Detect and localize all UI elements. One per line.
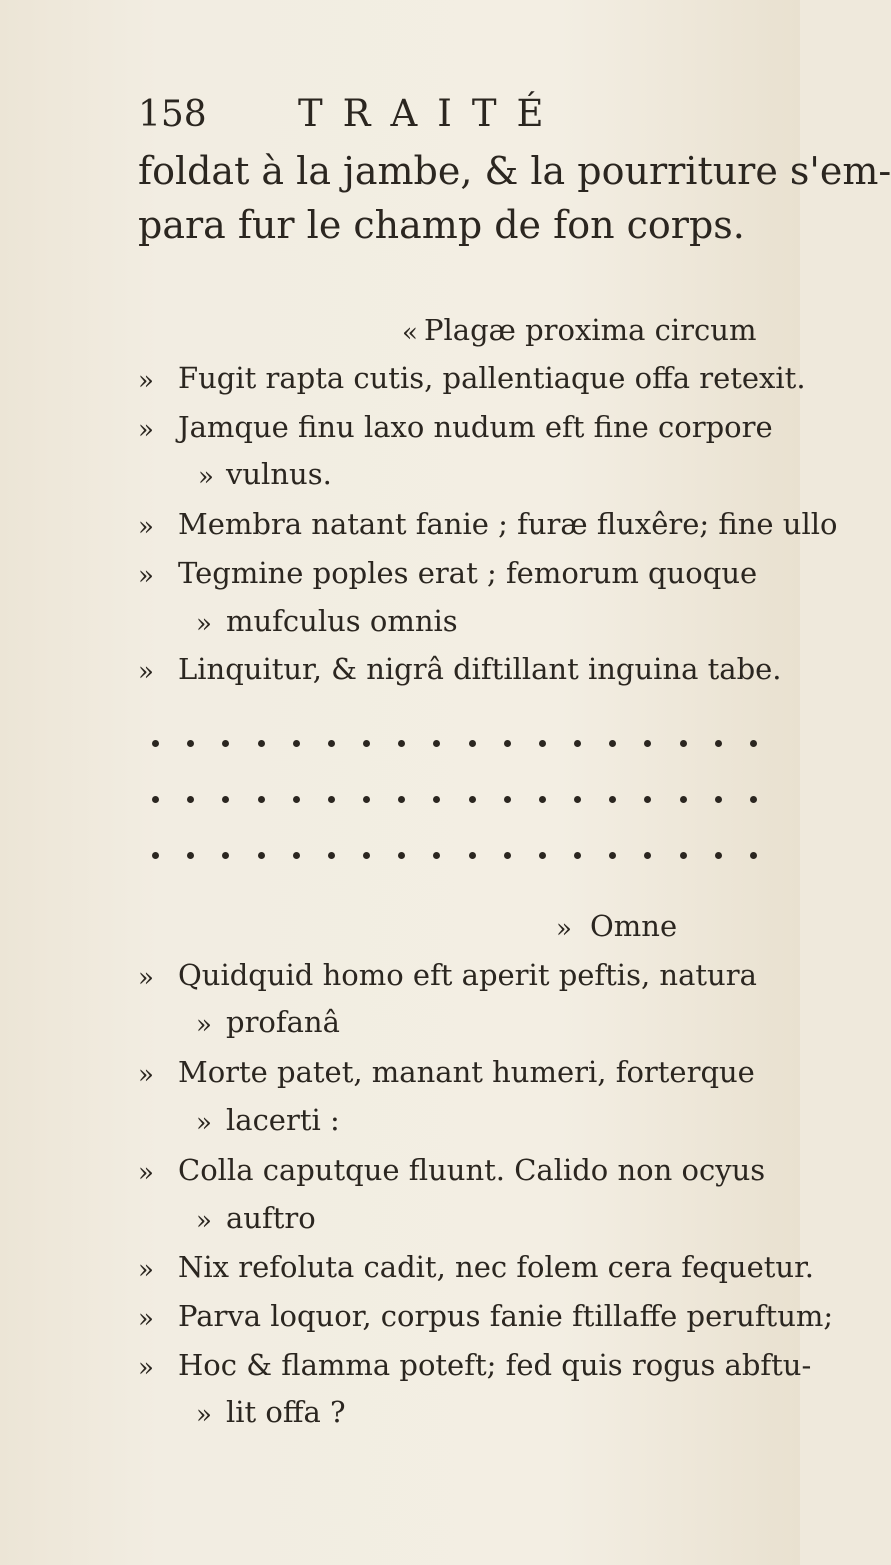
verse-line: auftro [226, 1201, 316, 1235]
verse-line: lacerti : [226, 1103, 340, 1137]
verse-line: Hoc & flamma poteft; fed quis rogus abftu- [178, 1348, 812, 1382]
verse-line: Nix refoluta cadit, nec folem cera fequetur. [178, 1250, 814, 1284]
page-number: 158 [138, 94, 207, 135]
prose-line: para fur le champ de fon corps. [138, 203, 745, 247]
verse-line: Plagæ proxima circum [424, 313, 757, 347]
quote-mark: » [196, 609, 212, 639]
quote-mark: » [138, 366, 154, 396]
quote-mark: » [138, 415, 154, 445]
quote-mark: » [138, 1255, 154, 1285]
quote-mark: » [138, 1304, 154, 1334]
quote-mark: » [138, 1353, 154, 1383]
page-header [138, 92, 564, 135]
verse-line: Parva loquor, corpus fanie ftillaffe peruftum; [178, 1299, 834, 1333]
ellipsis-row [152, 796, 757, 803]
ellipsis-row [152, 852, 757, 859]
quote-mark: » [138, 963, 154, 993]
quote-mark: » [198, 462, 214, 492]
verse-line: Fugit rapta cutis, pallentiaque offa retexit. [178, 361, 806, 395]
verse-line: Omne [590, 909, 678, 943]
quote-mark: » [196, 1400, 212, 1430]
quote-mark: » [138, 1060, 154, 1090]
quote-mark: » [196, 1206, 212, 1236]
verse-line: Jamque finu laxo nudum eft fine corpore [178, 410, 773, 444]
quote-mark: « [402, 318, 418, 348]
verse-line: vulnus. [226, 457, 332, 491]
quote-mark: » [138, 561, 154, 591]
prose-line: foldat à la jambe, & la pourriture s'em- [138, 149, 891, 193]
verse-line: Linquitur, & nigrâ diftillant inguina tabe. [178, 652, 782, 686]
verse-line: Quidquid homo eft aperit peftis, natura [178, 958, 757, 992]
verse-line: Membra natant fanie ; furæ fluxêre; fine ullo [178, 507, 838, 541]
verse-line: mufculus omnis [226, 604, 458, 638]
ellipsis-row [152, 740, 757, 747]
quote-mark: » [196, 1108, 212, 1138]
verse-line: Tegmine poples erat ; femorum quoque [178, 556, 758, 590]
quote-mark: » [556, 914, 572, 944]
verse-line: Colla caputque fluunt. Calido non ocyus [178, 1153, 766, 1187]
running-title: TRAITÉ [298, 92, 564, 135]
quote-mark: » [138, 1158, 154, 1188]
verse-line: lit offa ? [226, 1395, 346, 1429]
verse-line: Morte patet, manant humeri, forterque [178, 1055, 755, 1089]
quote-mark: » [138, 512, 154, 542]
verse-line: profanâ [226, 1005, 340, 1039]
quote-mark: » [196, 1010, 212, 1040]
quote-mark: » [138, 657, 154, 687]
